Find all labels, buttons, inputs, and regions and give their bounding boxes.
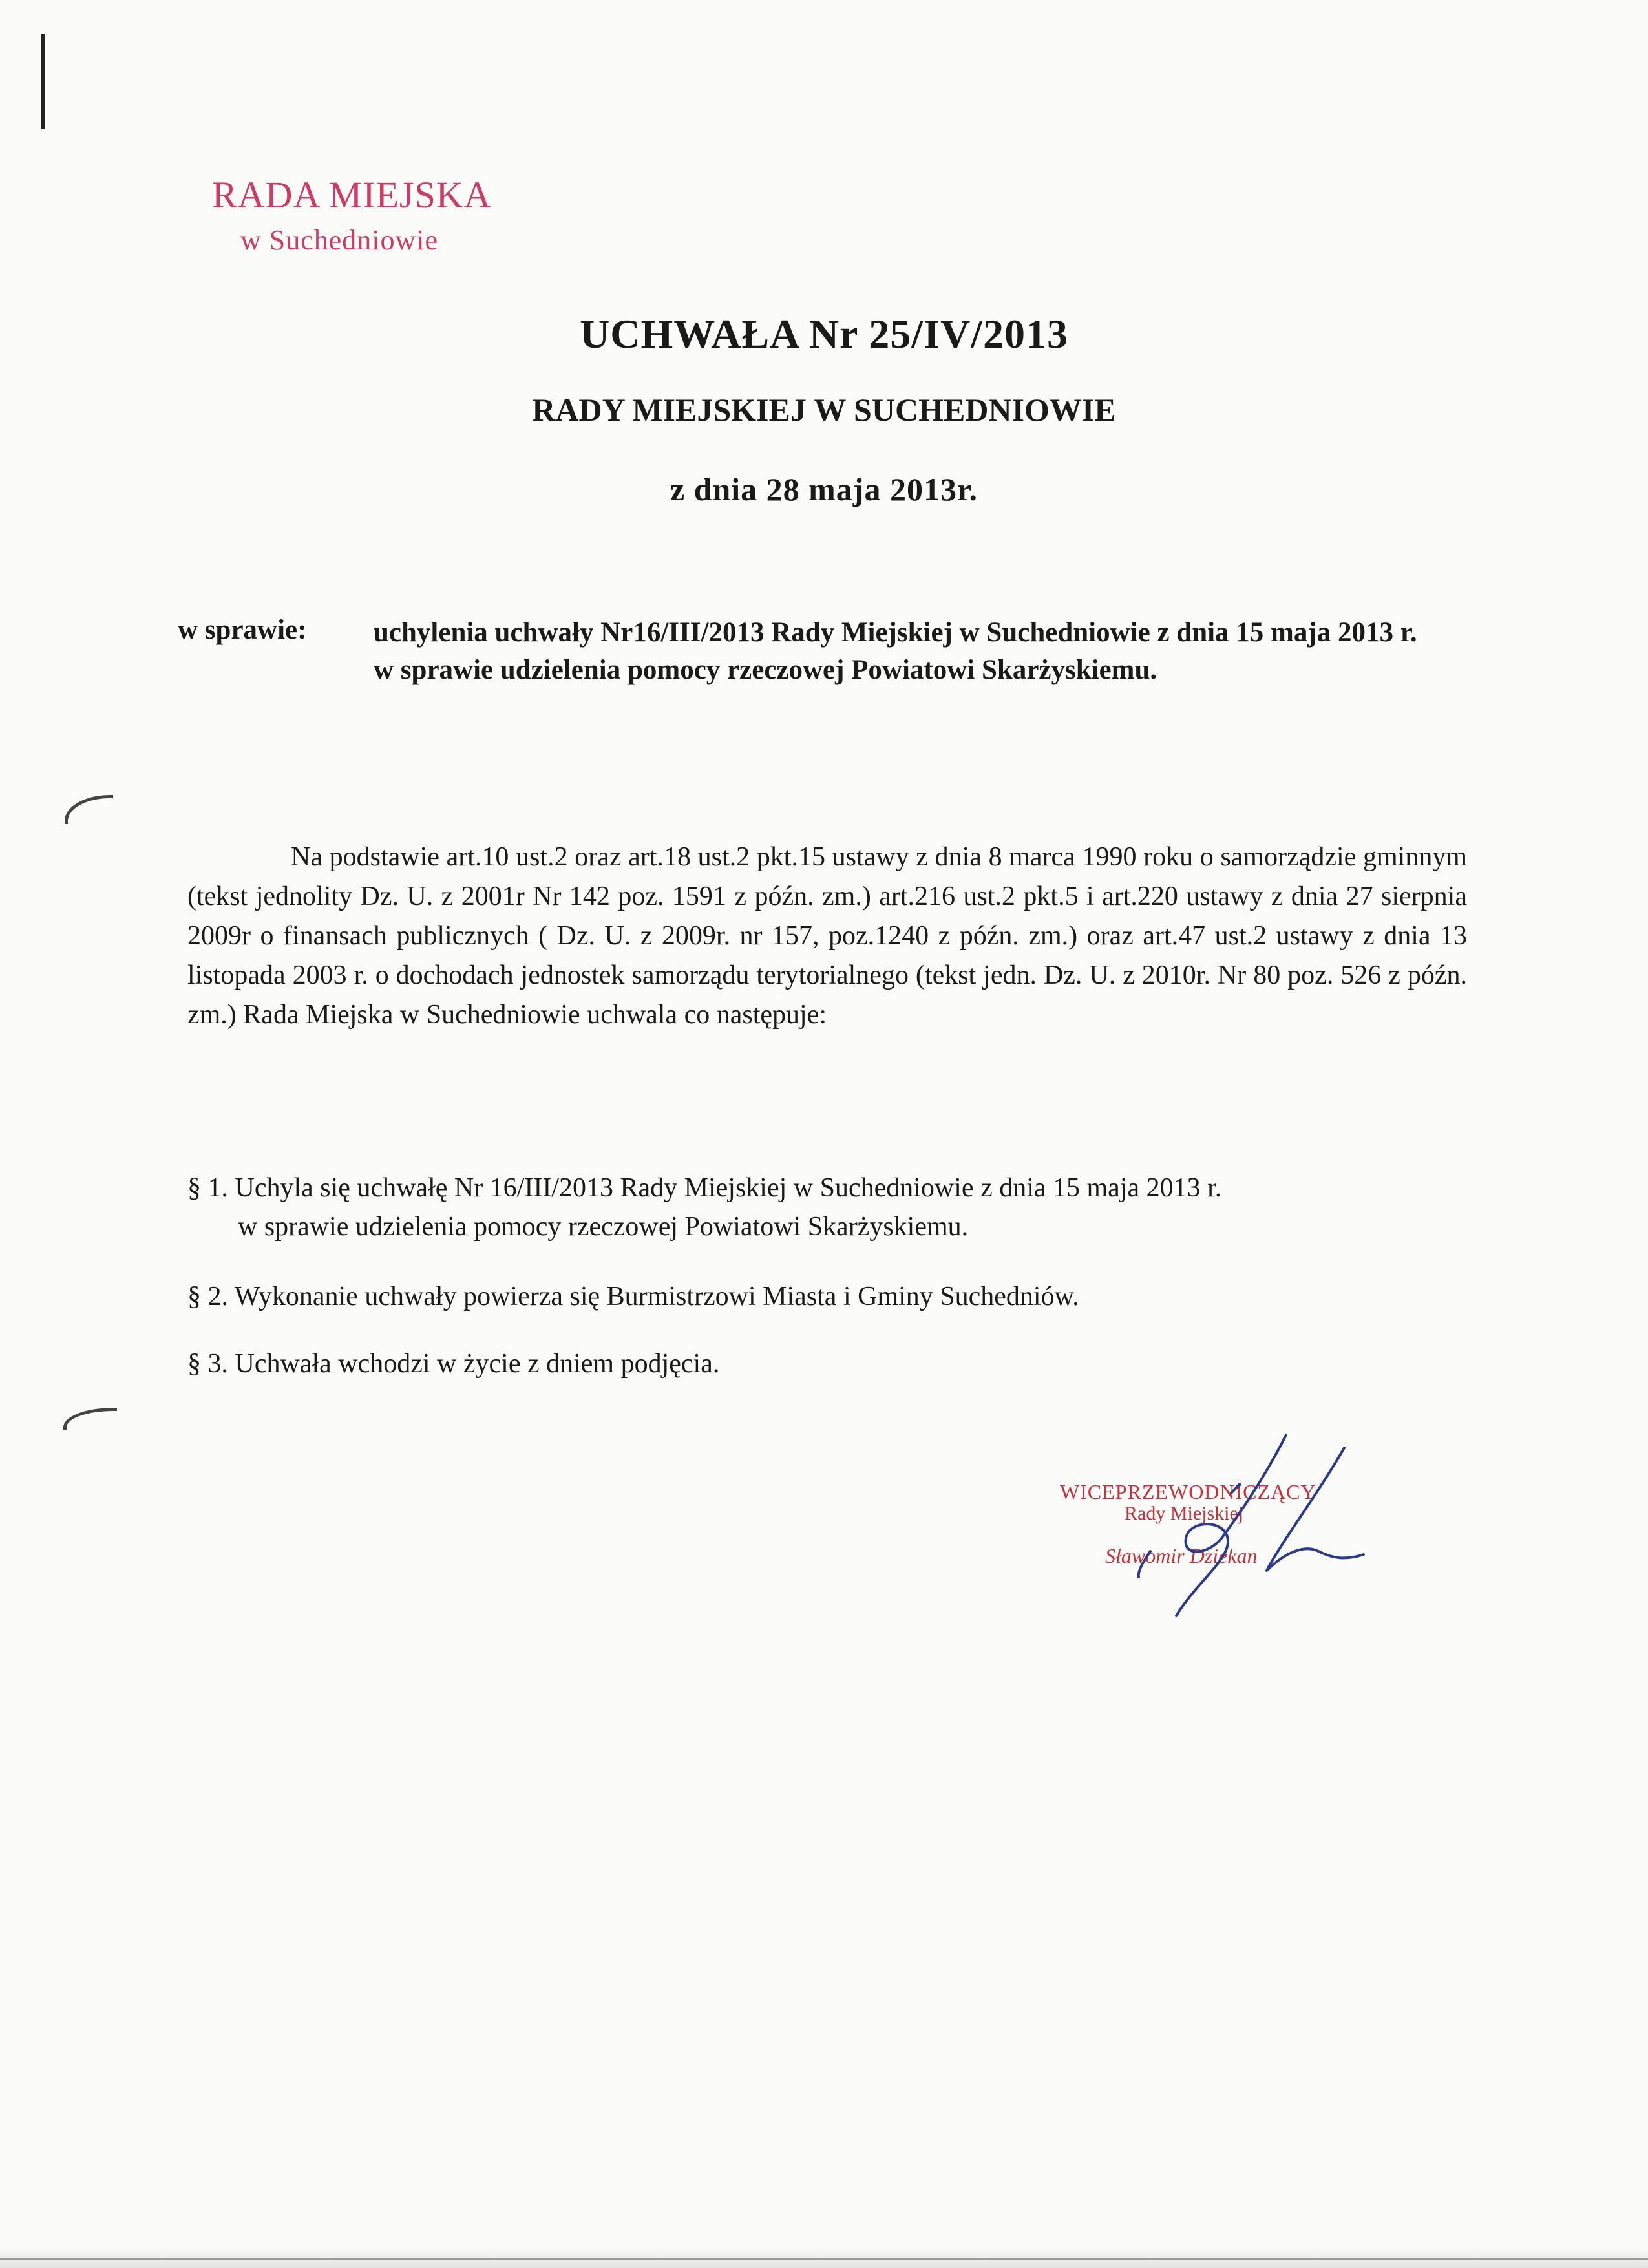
subject-label: w sprawie: xyxy=(178,615,307,645)
page-bottom-line xyxy=(0,2258,1648,2260)
paragraph-1 xyxy=(187,1169,1480,1246)
paragraph-2: § 2. Wykonanie uchwały powierza się Burmistrzowi Miasta i Gminy Suchedniów. xyxy=(187,1282,1079,1311)
paragraph-1-line2: w sprawie udzielenia pomocy rzeczowej Powiatowi Skarżyskiemu. xyxy=(238,1212,969,1242)
paragraph-1-line1: § 1. Uchyla się uchwałę Nr 16/III/2013 Rady Miejskiej w Suchedniowie z dnia 15 maja 2013 r. xyxy=(187,1173,1222,1203)
signature-stamp-role: WICEPRZEWODNICZĄCY xyxy=(1060,1480,1316,1503)
punch-hole-mark xyxy=(63,1408,117,1430)
handwritten-signature xyxy=(1073,1422,1383,1629)
council-stamp-line2: w Suchedniowie xyxy=(240,224,439,256)
signature-stamp-name: Sławomir Dziekan xyxy=(1105,1544,1258,1567)
resolution-date: z dnia 28 maja 2013r. xyxy=(670,471,978,507)
subject-text: uchylenia uchwały Nr16/III/2013 Rady Miejskiej w Suchedniowie z dnia 15 maja 2013 r. w sprawie udzielenia pomocy rzeczowej Powiatowi Skarżyskiemu. xyxy=(374,617,1417,685)
legal-basis-paragraph: Na podstawie art.10 ust.2 oraz art.18 ust.2 pkt.15 ustawy z dnia 8 marca 1990 roku o samorządzie gminnym (tekst jednolity Dz. U. z 2001r Nr 142 poz. 1591 z późn. zm.) art.216 ust.2 pkt.5 i art.220 ustawy z dnia 27 sierpnia 2009r o finansach publicznych ( Dz. U. z 2009r. nr 157, poz.1240 z późn. zm.) oraz art.47 ust.2 ustawy z dnia 13 listopada 2003 r. o dochodach jednostek samorządu terytorialnego (tekst jedn. Dz. U. z 2010r. Nr 80 poz. 526 z późn. zm.) Rada Miejska w Suchedniowie uchwala co następuje: xyxy=(187,842,1467,1030)
resolution-title: UCHWAŁA Nr 25/IV/2013 xyxy=(580,311,1068,357)
paragraph-3: § 3. Uchwała wchodzi w życie z dniem podjęcia. xyxy=(187,1349,720,1379)
council-stamp-line1: RADA MIEJSKA xyxy=(212,174,492,216)
resolution-issuer: RADY MIEJSKIEJ W SUCHEDNIOWIE xyxy=(532,392,1116,428)
punch-hole-mark xyxy=(65,795,113,824)
signature-stamp-body: Rady Miejskiej xyxy=(1125,1503,1244,1524)
scan-edge-mark xyxy=(41,34,45,129)
